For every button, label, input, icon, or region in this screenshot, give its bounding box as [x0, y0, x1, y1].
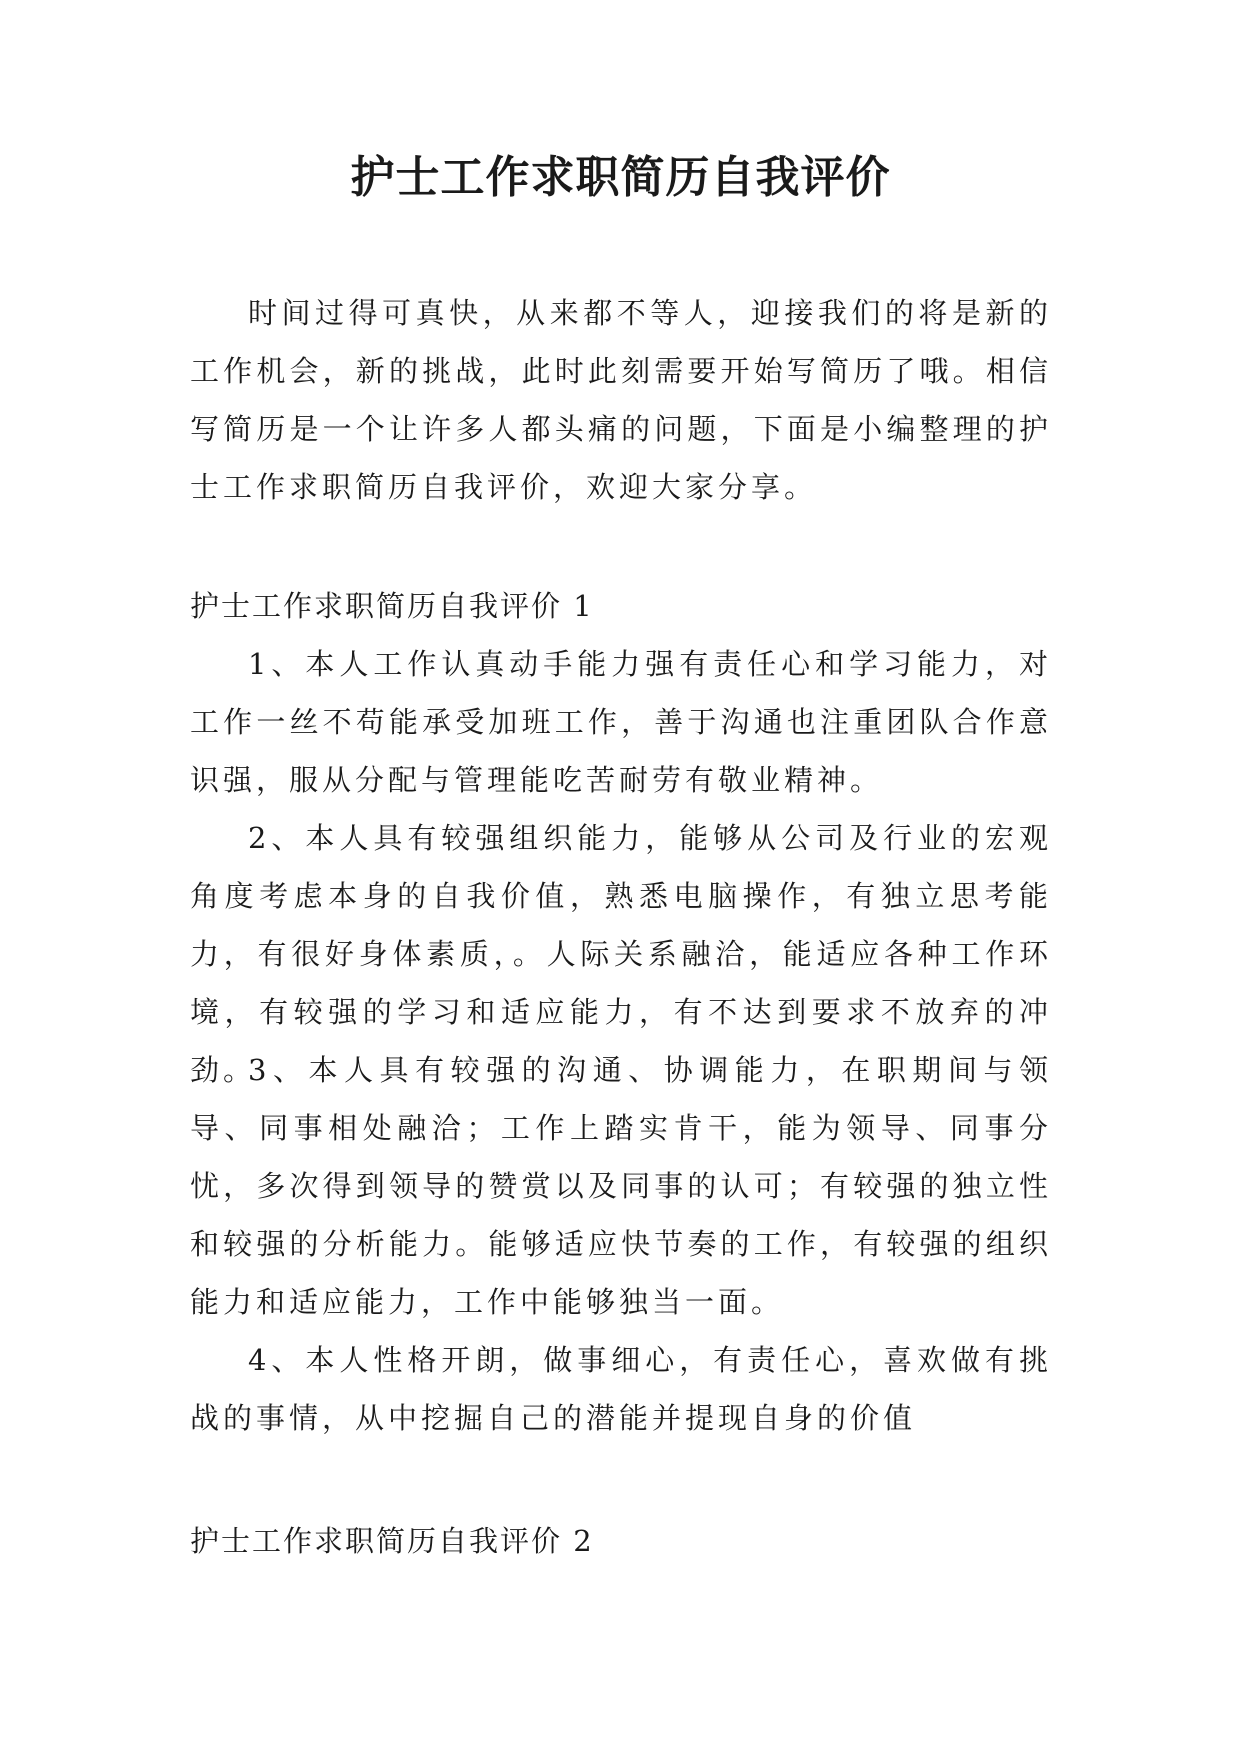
document-title: 护士工作求职简历自我评价	[350, 152, 891, 203]
section-heading-2: 护士工作求职简历自我评价 2	[190, 1524, 594, 1558]
section-heading-1: 护士工作求职简历自我评价 1	[190, 589, 594, 623]
section-1-paragraph-1: 1、本人工作认真动手能力强有责任心和学习能力，对工作一丝不苟能承受加班工作，善于沟通也注重团队合作意识强，服从分配与管理能吃苦耐劳有敬业精神。	[190, 647, 1052, 797]
section-1-paragraph-4: 4、本人性格开朗，做事细心，有责任心，喜欢做有挑战的事情，从中挖掘自己的潜能并提现自身的价值	[190, 1343, 1052, 1435]
section-1-paragraph-2: 2、本人具有较强组织能力，能够从公司及行业的宏观角度考虑本身的自我价值，熟悉电脑操作，有独立思考能力，有很好身体素质，。人际关系融洽，能适应各种工作环境，有较强的学习和适应能力，有不达到要求不放弃的冲劲。	[190, 821, 1052, 1087]
intro-paragraph: 时间过得可真快，从来都不等人，迎接我们的将是新的工作机会，新的挑战，此时此刻需要开始写简历了哦。相信写简历是一个让许多人都头痛的问题，下面是小编整理的护士工作求职简历自我评价，欢迎大家分享。	[190, 296, 1052, 504]
section-1-paragraph-3: 3、本人具有较强的沟通、协调能力，在职期间与领导、同事相处融洽；工作上踏实肯干，能为领导、同事分忧，多次得到领导的赞赏以及同事的认可；有较强的独立性和较强的分析能力。能够适应快节奏的工作，有较强的组织能力和适应能力，工作中能够独当一面。	[190, 1053, 1052, 1319]
